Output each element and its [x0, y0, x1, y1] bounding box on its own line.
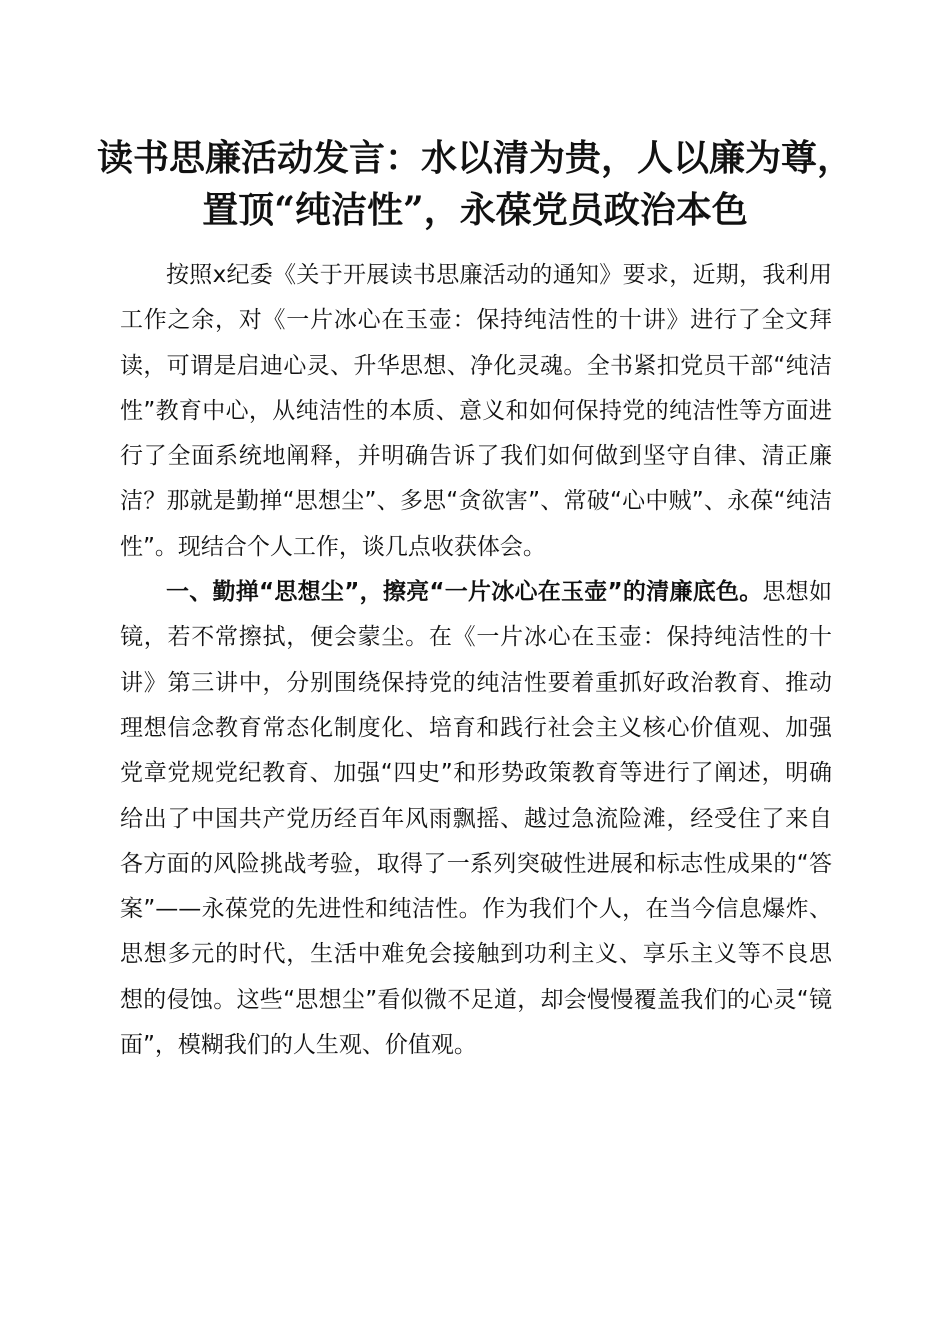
document-body: [120, 253, 832, 1068]
paragraph-section-1: [120, 570, 832, 1068]
section-1-text: 思想如镜，若不常擦拭，便会蒙尘。在《一片冰心在玉壶：保持纯洁性的十讲》第三讲中，分别围绕保持党的纯洁性要着重抓好政治教育、推动理想信念教育常态化制度化、培育和践行社会主义核心价值观、加强党章党规党纪教育、加强“四史”和形势政策教育等进行了阐述，明确给出了中国共产党历经百年风雨飘摇、越过急流险滩，经受住了来自各方面的风险挑战考验，取得了一系列突破性进展和标志性成果的“答案”——永葆党的先进性和纯洁性。作为我们个人，在当今信息爆炸、思想多元的时代，生活中难免会接触到功利主义、享乐主义等不良思想的侵蚀。这些“思想尘”看似微不足道，却会慢慢覆盖我们的心灵“镜面”，模糊我们的人生观、价值观。: [120, 579, 833, 1059]
title-line-2: 置顶“纯洁性”，永葆党员政治本色: [202, 189, 748, 231]
title-line-1: 读书思廉活动发言：水以清为贵，人以廉为尊，: [96, 137, 853, 179]
document-title: [90, 132, 860, 236]
paragraph-intro: [120, 253, 832, 570]
section-1-heading: 一、勤掸“思想尘”，擦亮“一片冰心在玉壶”的清廉底色。: [166, 579, 763, 606]
paragraph-intro-text: 按照x纪委《关于开展读书思廉活动的通知》要求，近期，我利用工作之余，对《一片冰心在玉壶：保持纯洁性的十讲》进行了全文拜读，可谓是启迪心灵、升华思想、净化灵魂。全书紧扣党员干部“纯洁性”教育中心，从纯洁性的本质、意义和如何保持党的纯洁性等方面进行了全面系统地阐释，并明确告诉了我们如何做到坚守自律、清正廉洁？那就是勤掸“思想尘”、多思“贪欲害”、常破“心中贼”、永葆“纯洁性”。现结合个人工作，谈几点收获体会。: [120, 262, 832, 560]
